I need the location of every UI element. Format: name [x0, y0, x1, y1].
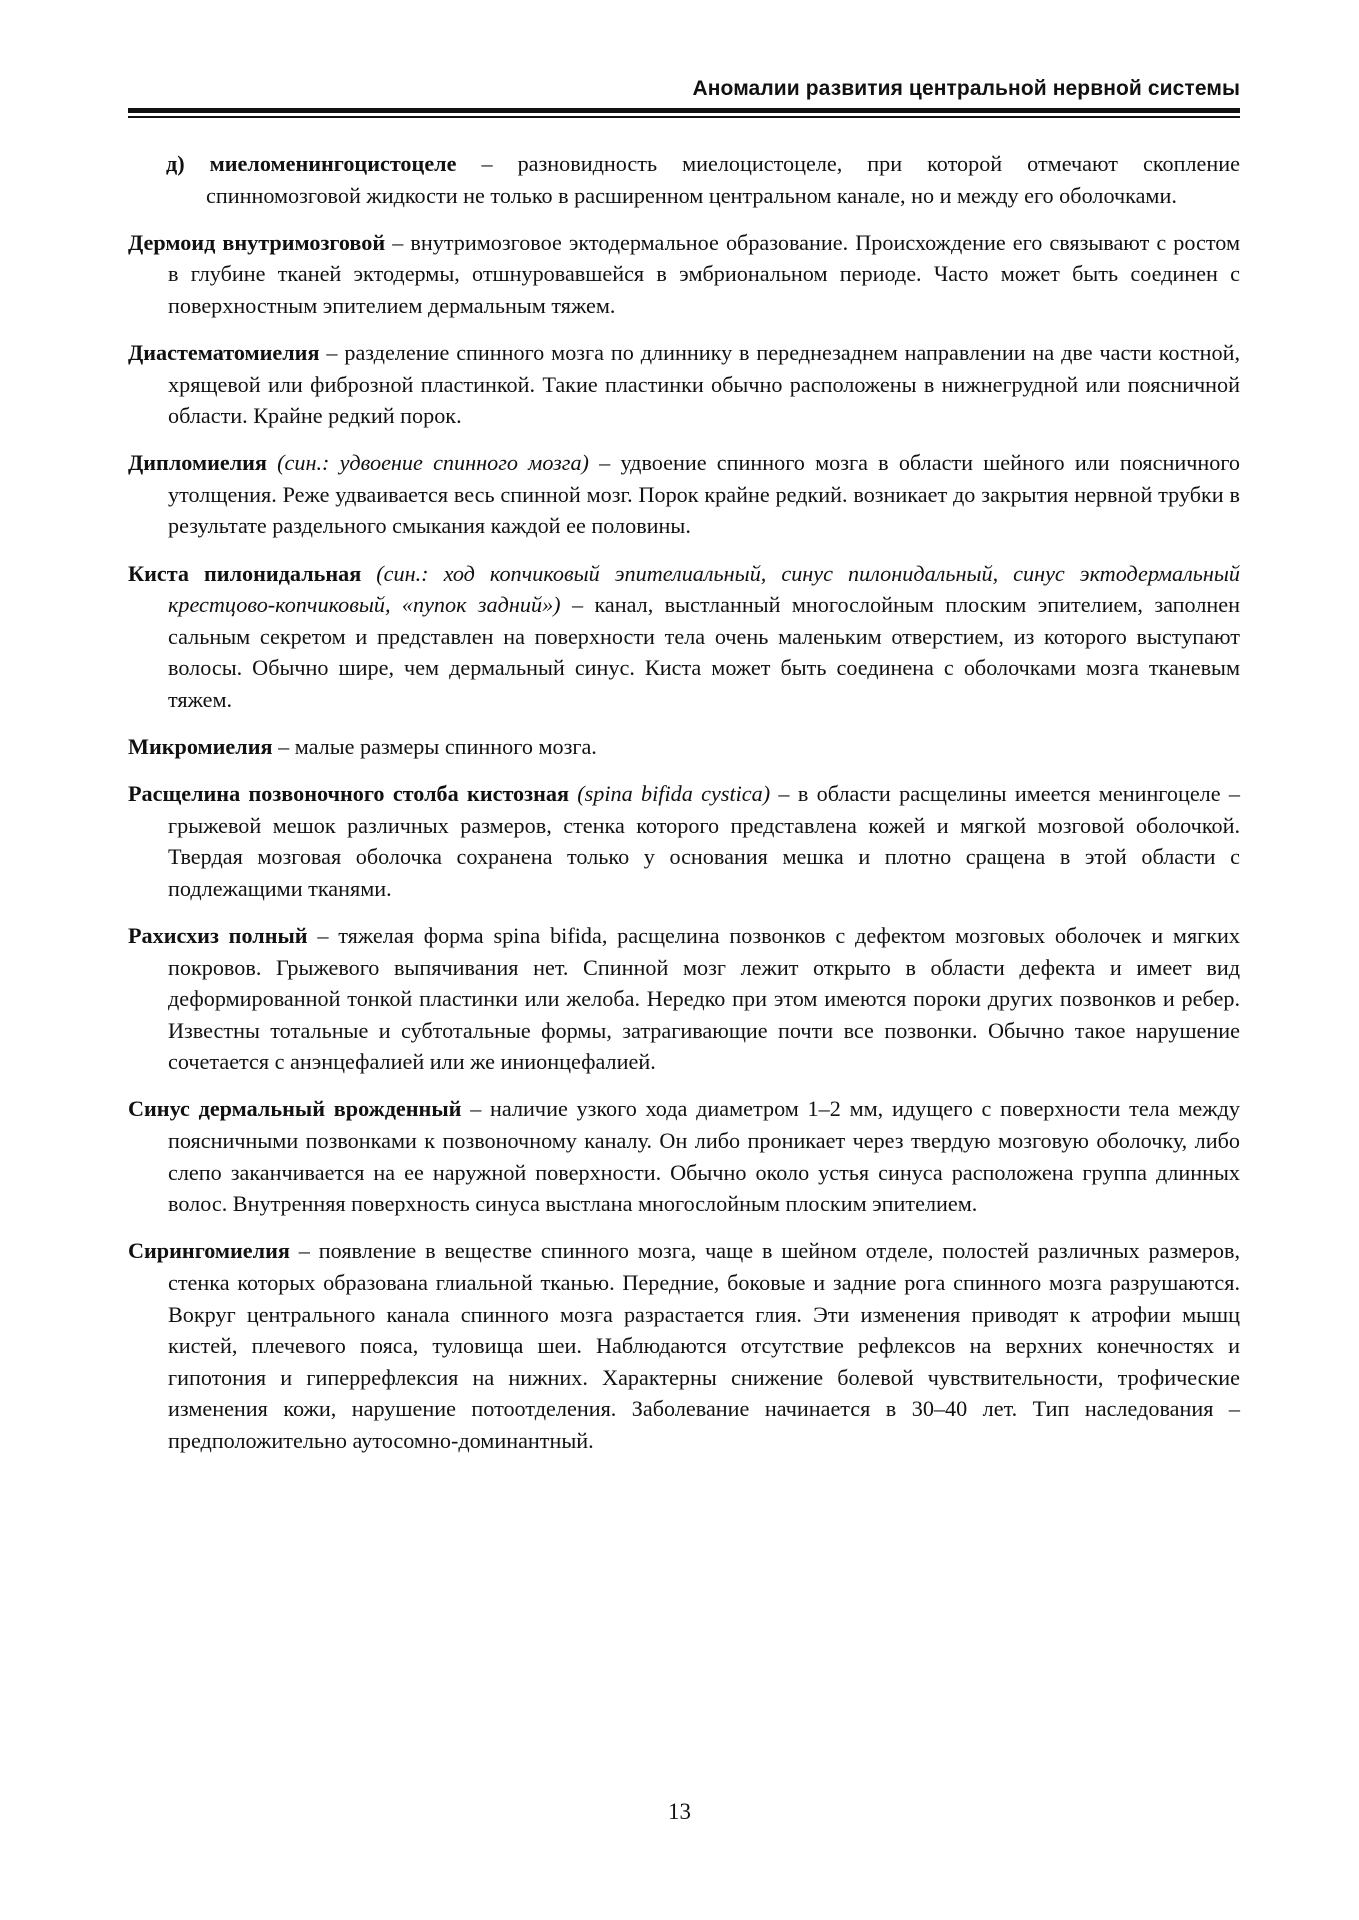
entry-synonyms: (син.: ход копчиковый эпителиальный, синус пилонидальный, синус эктодермальный крестцово-копчиковый, «пупок задний») — [168, 560, 1240, 618]
entry-term: Киста пилонидальная — [128, 560, 362, 586]
entry-term: Рахисхиз полный — [128, 922, 308, 948]
entry-definition: – тяжелая форма spina bifida, расщелина позвонков с дефектом мозговых оболочек и мягких покровов. Грыжевого выпячивания нет. Спинной мозг лежит открыто в области дефекта и имеет вид деформированной тонкой пластинки или желоба. Нередко при этом имеются пороки других позвонков и ребер. Известны тотальные и субтотальные формы, затрагивающие почти все позвонки. Обычно такое нарушение сочетается с анэнцефалией или же инионцефалией. — [168, 922, 1240, 1075]
glossary-entry-rachischisis — [128, 920, 1240, 1078]
entry-synonyms: (син.: удвоение спинного мозга) — [266, 450, 589, 476]
entry-definition: – малые размеры спинного мозга. — [272, 734, 597, 759]
header-rule-thick — [128, 108, 1240, 113]
entry-definition: – внутримозговое эктодермальное образование. Происхождение его связывают с ростом в глубине тканей эктодермы, отшнуровавшейся в эмбриональном периоде. Часто может быть соединен с поверхностным эпителием дермальным тяжем. — [168, 229, 1240, 318]
entry-term: Дермоид внутримозговой — [128, 229, 386, 255]
entry-definition: – разновидность миелоцистоцеле, при которой отмечают скопление спинномозговой жидкости не только в расширенном центральном канале, но и между его оболочками. — [206, 151, 1240, 208]
glossary-entry-dermal-sinus — [128, 1093, 1240, 1219]
entry-definition: – разделение спинного мозга по длиннику в переднезаднем направлении на две части костной, хрящевой или фиброзной пластинкой. Такие пластинки обычно расположены в нижнегрудной или поясничной области. Крайне редкий порок. — [168, 339, 1240, 429]
entry-term: Диастематомиелия — [128, 339, 320, 365]
running-header: Аномалии развития центральной нервной системы — [692, 77, 1240, 100]
entry-definition: – наличие узкого хода диаметром 1–2 мм, идущего с поверхности тела между поясничными позвонками к позвоночному каналу. Он либо проникает через твердую мозговую оболочку, либо слепо заканчивается на ее наружной поверхности. Обычно около устья синуса расположена группа длинных волос. Внутренняя поверхность синуса выстлана многослойным плоским эпителием. — [168, 1096, 1240, 1217]
glossary-entry-dermoid — [128, 227, 1240, 322]
glossary-entry-diplomyelia — [128, 447, 1240, 542]
glossary-entry-myelomeningocystocele — [128, 148, 1240, 211]
entry-term: Расщелина позвоночного столба кистозная — [128, 781, 569, 807]
entry-definition: – удвоение спинного мозга в области шейного или поясничного утолщения. Реже удваивается весь спинной мозг. Порок крайне редкий. возникает до закрытия нервной трубки в результате раздельного смыкания каждой ее половины. — [168, 450, 1240, 539]
glossary-entry-syringomyelia — [128, 1235, 1240, 1456]
glossary-entry-pilonidal-cyst — [128, 558, 1240, 716]
glossary-entry-spina-bifida-cystica — [128, 778, 1240, 904]
entry-definition: – канал, выстланный многослойным плоским эпителием, заполнен сальным секретом и представлен на поверхности тела очень маленьким отверстием, из которого выступают волосы. Обычно шире, чем дермальный синус. Киста может быть соединена с оболочками мозга тканевым тяжем. — [168, 592, 1240, 712]
entry-term: Микромиелия — [128, 734, 273, 759]
entry-definition: – появление в веществе спинного мозга, чаще в шейном отделе, полостей различных размеров, стенка которых образована глиальной тканью. Передние, боковые и задние рога спинного мозга разрушаются. Вокруг центрального канала спинного мозга разрастается глия. Эти изменения приводят к атрофии мышц кистей, плечевого пояса, туловища шеи. Наблюдаются отсутствие рефлексов на верхних конечностях и гипотония и гиперрефлексия на нижних. Характерны снижение болевой чувствительности, трофические изменения кожи, нарушение потоотделения. Заболевание начинается в 30–40 лет. Тип наследования – предположительно аутосомно-доминантный. — [168, 1238, 1240, 1453]
entry-term: д) миеломенингоцистоцеле — [166, 151, 457, 176]
entry-term: Синус дермальный врожденный — [128, 1096, 462, 1122]
glossary-body — [128, 148, 1240, 1472]
entry-term: Дипломиелия — [128, 450, 267, 476]
glossary-entry-diastematomyelia — [128, 337, 1240, 432]
header-rule-thin — [128, 116, 1240, 118]
entry-synonyms: (spina bifida cystica) — [568, 781, 771, 807]
entry-term: Сирингомиелия — [128, 1238, 290, 1264]
page-number: 13 — [668, 1799, 691, 1824]
entry-definition: – в области расщелины имеется менингоцеле – грыжевой мешок различных размеров, стенка которого представлена кожей и мягкой мозговой оболочкой. Твердая мозговая оболочка сохранена только у основания мешка и плотно сращена в этой области с подлежащими тканями. — [168, 781, 1240, 901]
glossary-entry-micromyelia — [128, 731, 1240, 763]
